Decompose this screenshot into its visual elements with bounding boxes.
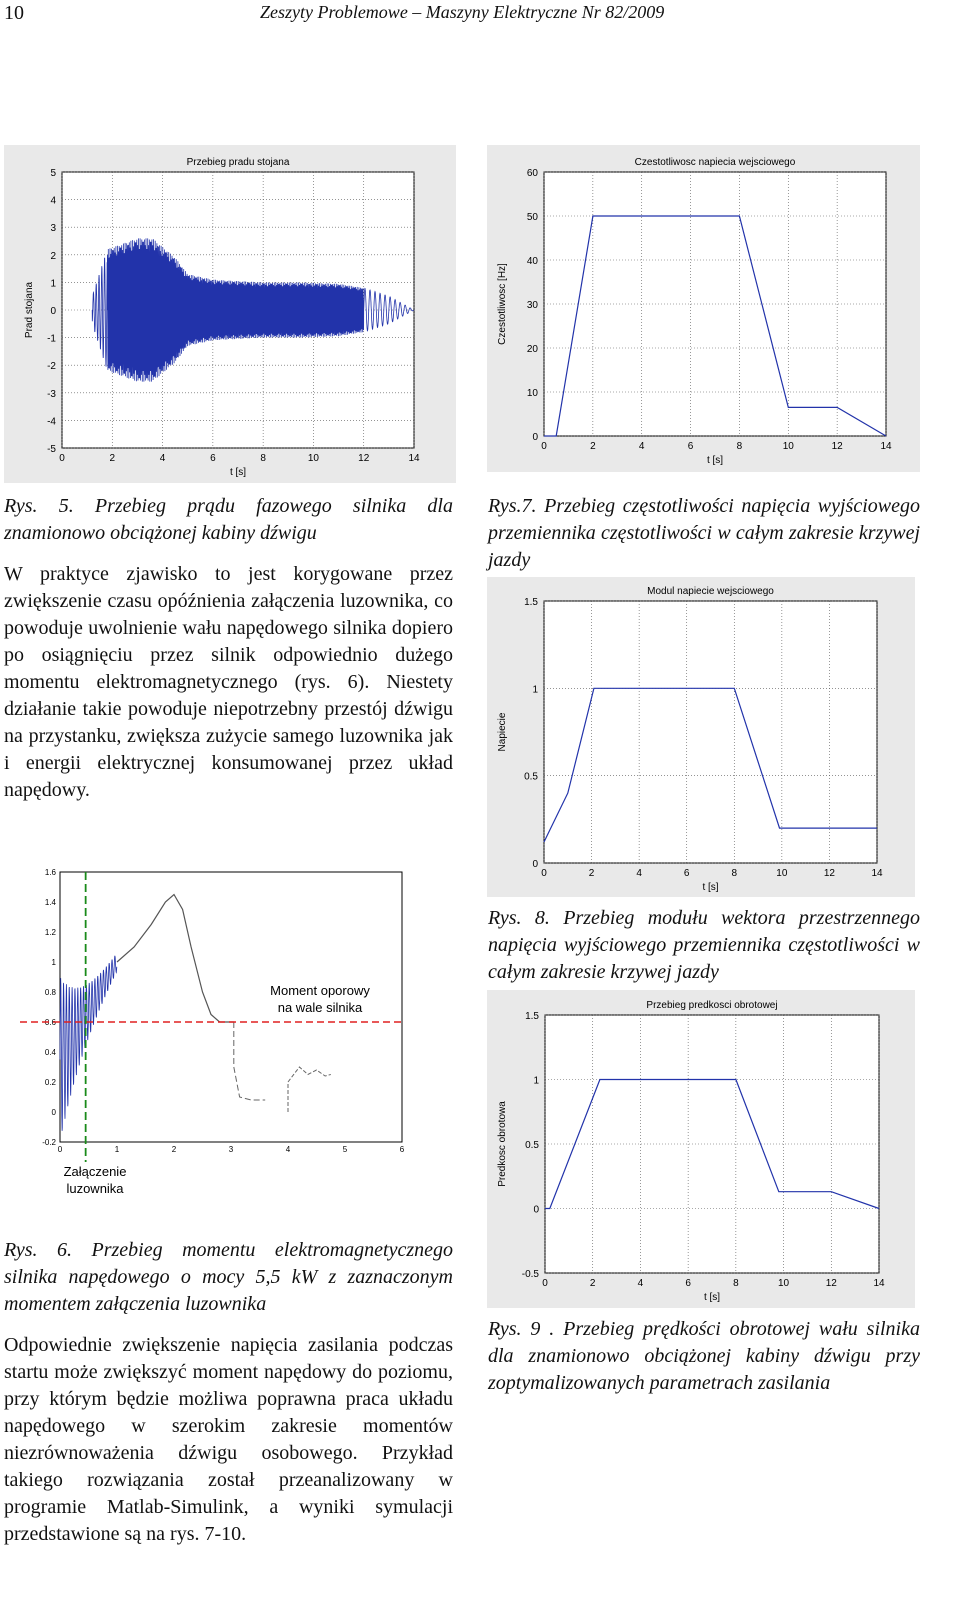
chart-fig6 [20, 860, 420, 1205]
y-tick-label: 1 [533, 1075, 539, 1087]
x-tick-label: 14 [880, 441, 892, 452]
annotation-brake-release-line1: Załączenie [63, 1164, 127, 1179]
y-tick-label: 0.6 [44, 1018, 56, 1027]
y-axis-label: Napiecie [497, 712, 508, 752]
chart-title: Czestotliwosc napiecia wejsciowego [634, 157, 796, 168]
x-tick-label: 12 [358, 453, 370, 464]
y-tick-label: 0.5 [524, 771, 538, 783]
y-tick-label: 1.5 [524, 597, 538, 608]
x-tick-label: 10 [782, 441, 794, 452]
right-caption-9 [488, 1316, 920, 1397]
x-tick-label: 14 [873, 1278, 885, 1289]
x-tick-label: 12 [825, 1278, 837, 1289]
plot-area [545, 1015, 879, 1273]
chart-fig8 [487, 577, 915, 897]
x-tick-label: 2 [589, 1278, 596, 1289]
y-axis-label: Prad stojana [24, 281, 35, 339]
y-tick-label: 5 [50, 168, 56, 179]
chart-fig5 [4, 145, 456, 483]
x-axis-label: t [s] [706, 455, 724, 466]
y-axis-label: Czestotliwosc [Hz] [497, 263, 508, 345]
y-tick-label: 0 [51, 1108, 56, 1117]
x-tick-label: 6 [685, 1278, 691, 1289]
y-tick-label: 2 [50, 250, 56, 262]
x-tick-label: 0 [57, 1145, 63, 1154]
y-tick-label: 20 [526, 344, 538, 355]
annotation-brake-release-line2: luzownika [66, 1181, 124, 1196]
x-tick-label: 8 [736, 441, 743, 452]
y-tick-label: 0 [532, 432, 538, 443]
x-tick-label: 10 [778, 1278, 790, 1289]
chart-fig7 [487, 145, 920, 472]
paragraph-1: W praktyce zjawisko to jest korygowane przez zwiększenie czasu opóźnienia załączenia luzownika, co powoduje uwolnienie wału napędowego silnika dopiero po osiągnięciu przez silnik odpowiednio dużego momentu elektromagnetycznego (rys. 6). Niestety działanie takie powoduje niepotrzebny przestój dźwigu na przystanku, zwiększa zużycie samego luzownika jak i energii elektrycznej konsumowanej przez układ napędowy. [4, 563, 453, 801]
plot-area [544, 601, 877, 863]
x-tick-label: 4 [636, 868, 642, 879]
y-tick-label: -0.5 [521, 1269, 539, 1280]
y-tick-label: 1.2 [44, 928, 56, 937]
x-tick-label: 0 [541, 868, 547, 879]
chart-title: Przebieg pradu stojana [186, 157, 290, 168]
x-tick-label: 8 [260, 453, 266, 464]
chart-fig9 [487, 990, 915, 1308]
x-tick-label: 1 [114, 1145, 120, 1154]
annotation-load-torque-line1: Moment oporowy [270, 983, 370, 998]
figure-5 [4, 145, 456, 483]
y-tick-label: 1 [51, 958, 56, 967]
x-tick-label: 14 [871, 868, 883, 879]
left-column-bottom [4, 1237, 453, 1548]
annotation-load-torque-line2: na wale silnika [277, 1000, 363, 1015]
left-column-top [4, 493, 453, 804]
right-caption-8 [488, 905, 920, 986]
y-tick-label: 0.2 [44, 1078, 56, 1087]
x-tick-label: 0 [59, 453, 65, 464]
x-tick-label: 4 [159, 453, 166, 464]
x-tick-label: 12 [831, 441, 843, 452]
x-tick-label: 4 [638, 441, 645, 452]
y-tick-label: 30 [526, 300, 538, 311]
y-tick-label: 1.4 [44, 898, 56, 907]
y-tick-label: 10 [526, 388, 538, 399]
y-tick-label: -4 [47, 416, 56, 428]
x-tick-label: 6 [210, 453, 216, 464]
y-tick-label: -0.2 [42, 1138, 56, 1147]
y-tick-label: 40 [526, 256, 538, 267]
x-tick-label: 6 [683, 868, 690, 879]
fig7-caption: Rys.7. Przebieg częstotliwości napięcia wyjściowego przemiennika częstotliwości w całym zakresie krzywej jazdy [488, 495, 920, 571]
x-tick-label: 6 [687, 441, 694, 452]
x-axis-label: t [s] [703, 1292, 721, 1303]
journal-title: Zeszyty Problemowe – Maszyny Elektryczne Nr 82/2009 [260, 2, 665, 22]
fig9-caption: Rys. 9 . Przebieg prędkości obrotowej wału silnika dla znamionowo obciążonej kabiny dźwigu przy zoptymalizowanych parametrach zasilania [488, 1318, 920, 1394]
x-axis-label: t [s] [229, 467, 247, 478]
x-tick-label: 10 [776, 868, 788, 879]
y-tick-label: 1 [50, 278, 56, 290]
x-axis-label: t [s] [702, 882, 719, 893]
y-tick-label: 4 [50, 195, 56, 207]
x-tick-label: 10 [307, 453, 319, 464]
chart-title: Przebieg predkosci obrotowej [646, 1000, 778, 1011]
x-tick-label: 5 [342, 1145, 348, 1154]
x-tick-label: 2 [109, 453, 116, 464]
paragraph-2: Odpowiednie zwiększenie napięcia zasilania podczas startu może zwiększyć moment napędowy do poziomu, przy którym będzie możliwa poprawna praca układu napędowego w szerokim zakresie momentów niezrównoważenia dźwigu osobowego. Przykład takiego rozwiązania został przeanalizowany w programie Matlab-Simulink, a wyniki symulacji przedstawione są na rys. 7-10. [4, 1334, 453, 1545]
y-tick-label: -2 [47, 361, 56, 373]
fig8-caption: Rys. 8. Przebieg modułu wektora przestrzennego napięcia wyjściowego przemiennika częstotliwości w całym zakresie krzywej jazdy [488, 907, 920, 983]
fig5-caption: Rys. 5. Przebieg prądu fazowego silnika dla znamionowo obciążonej kabiny dźwigu [4, 495, 453, 544]
x-tick-label: 14 [408, 453, 420, 464]
y-tick-label: 50 [526, 212, 538, 223]
y-tick-label: 0.4 [44, 1048, 56, 1057]
x-tick-label: 4 [285, 1145, 291, 1154]
x-tick-label: 6 [399, 1145, 405, 1154]
x-tick-label: 2 [588, 868, 595, 879]
y-tick-label: 1 [532, 684, 538, 696]
page-number: 10 [4, 2, 24, 24]
right-caption-7 [488, 493, 920, 574]
x-tick-label: 3 [228, 1145, 234, 1154]
x-tick-label: 8 [731, 868, 738, 879]
x-tick-label: 12 [823, 868, 835, 879]
y-tick-label: 0 [532, 859, 538, 870]
figure-8 [487, 577, 915, 897]
x-tick-label: 2 [171, 1145, 177, 1154]
chart-title: Modul napiecie wejsciowego [647, 586, 774, 597]
y-tick-label: 1.6 [44, 868, 56, 877]
y-tick-label: 0 [50, 306, 56, 317]
fig6-caption: Rys. 6. Przebieg momentu elektromagnetycznego silnika napędowego o mocy 5,5 kW z zaznaczonym momentem załączenia luzownika [4, 1239, 453, 1315]
x-tick-label: 2 [590, 441, 596, 452]
y-axis-label: Predkosc obrotowa [497, 1101, 508, 1187]
y-tick-label: -5 [47, 444, 56, 455]
y-tick-label: 0.8 [44, 988, 56, 997]
y-tick-label: 0 [533, 1204, 539, 1216]
y-tick-label: 3 [50, 223, 56, 235]
y-tick-label: 1.5 [525, 1011, 539, 1022]
x-tick-label: 4 [637, 1278, 644, 1289]
y-tick-label: -1 [47, 333, 56, 345]
figure-6 [20, 860, 420, 1205]
x-tick-label: 0 [541, 441, 547, 452]
y-tick-label: 0.5 [525, 1140, 539, 1151]
x-tick-label: 0 [542, 1278, 548, 1289]
figure-7 [487, 145, 920, 472]
x-tick-label: 8 [733, 1278, 739, 1289]
y-tick-label: 60 [526, 168, 538, 179]
figure-9 [487, 990, 915, 1308]
y-tick-label: -3 [47, 388, 56, 400]
